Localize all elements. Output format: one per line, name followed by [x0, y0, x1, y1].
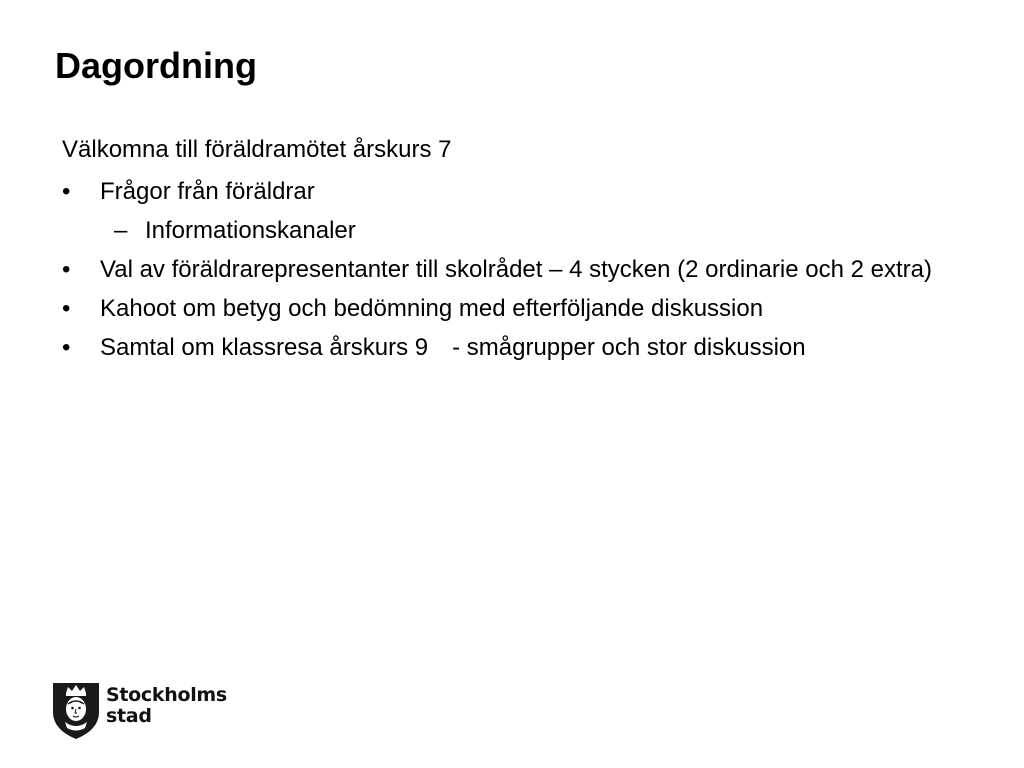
- agenda-item-text-suffix: - smågrupper och stor diskussion: [452, 334, 806, 361]
- agenda-item-text: Frågor från föräldrar: [100, 178, 315, 205]
- stockholm-logo: [52, 682, 227, 740]
- logo-text: [106, 685, 227, 727]
- agenda-item-text: Samtal om klassresa årskurs 9: [100, 334, 429, 361]
- agenda-item: [62, 253, 962, 286]
- agenda-item: [62, 175, 962, 208]
- intro-text: Välkomna till föräldramötet årskurs 7: [62, 136, 452, 163]
- agenda-subitem-text: Informationskanaler: [145, 217, 356, 244]
- slide-title: Dagordning: [55, 45, 257, 86]
- agenda-subitem: [62, 214, 962, 247]
- sub-marker: –: [114, 217, 128, 244]
- logo-line-1: Stockholms: [106, 684, 227, 706]
- stockholm-crest-icon: [52, 682, 100, 740]
- agenda-content: [62, 131, 962, 364]
- agenda-item-text: Val av föräldrarepresentanter till skolrådet – 4 stycken (2 ordinarie och 2 extra): [100, 256, 932, 283]
- bullet-marker: •: [62, 295, 71, 322]
- bullet-marker: •: [62, 256, 71, 283]
- bullet-marker: •: [62, 334, 71, 361]
- bullet-marker: •: [62, 178, 71, 205]
- agenda-item: [62, 331, 962, 364]
- logo-line-2: stad: [106, 705, 152, 727]
- agenda-item: [62, 292, 962, 325]
- agenda-item-text: Kahoot om betyg och bedömning med efterföljande diskussion: [100, 295, 764, 322]
